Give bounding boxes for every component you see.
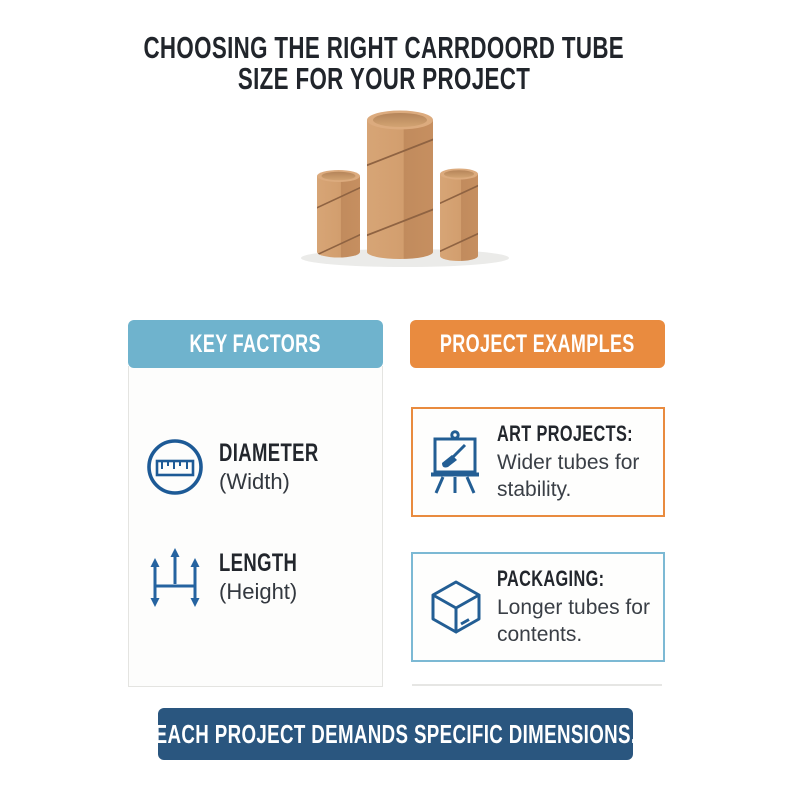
packaging-title: PACKAGING:	[497, 565, 605, 591]
diameter-ruler-icon	[145, 436, 205, 498]
packaging-box	[411, 552, 665, 662]
art-projects-description: Wider tubes for stability.	[497, 450, 640, 501]
project-examples-header	[410, 320, 665, 368]
key-factors-header-label: KEY FACTORS	[189, 329, 322, 358]
page-title-line-2-text: SIZE FOR YOUR PROJECT	[237, 61, 531, 96]
cardboard-tubes-svg	[290, 106, 520, 274]
art-projects-title: ART PROJECTS:	[497, 420, 633, 446]
project-examples-header-label: PROJECT EXAMPLES	[440, 329, 635, 358]
key-factors-header	[128, 320, 383, 368]
art-projects-box	[411, 407, 665, 517]
art-projects-text	[497, 422, 667, 503]
cardboard-tubes-illustration	[290, 106, 520, 274]
right-tube	[434, 169, 486, 262]
page-title-line-2	[0, 63, 768, 94]
packaging-description: Longer tubes for contents.	[497, 595, 650, 646]
page-title-line-1-text: CHOOSING THE RIGHT CARRDOORD TUBE	[143, 30, 625, 65]
factor-diameter	[129, 436, 382, 498]
factor-diameter-subtitle: (Width)	[219, 468, 290, 494]
middle-tube	[360, 111, 442, 260]
bottom-banner-text: EACH PROJECT DEMANDS SPECIFIC DIMENSIONS.	[154, 718, 637, 749]
factor-length-title: LENGTH	[219, 548, 298, 577]
bottom-banner	[154, 708, 637, 760]
package-box-icon	[427, 574, 485, 640]
easel-icon	[427, 429, 485, 495]
factor-length-text	[219, 550, 325, 605]
packaging-text	[497, 567, 663, 648]
page-title	[0, 32, 768, 94]
left-tube	[310, 170, 368, 258]
factor-diameter-title: DIAMETER	[219, 438, 319, 467]
length-arrows-icon	[145, 546, 205, 608]
page-title-line-1	[0, 32, 768, 63]
factor-diameter-text	[219, 440, 354, 495]
factor-length-subtitle: (Height)	[219, 578, 298, 604]
key-factors-card	[128, 366, 383, 687]
project-examples-bottom-divider	[412, 684, 662, 686]
factor-length	[129, 546, 382, 608]
